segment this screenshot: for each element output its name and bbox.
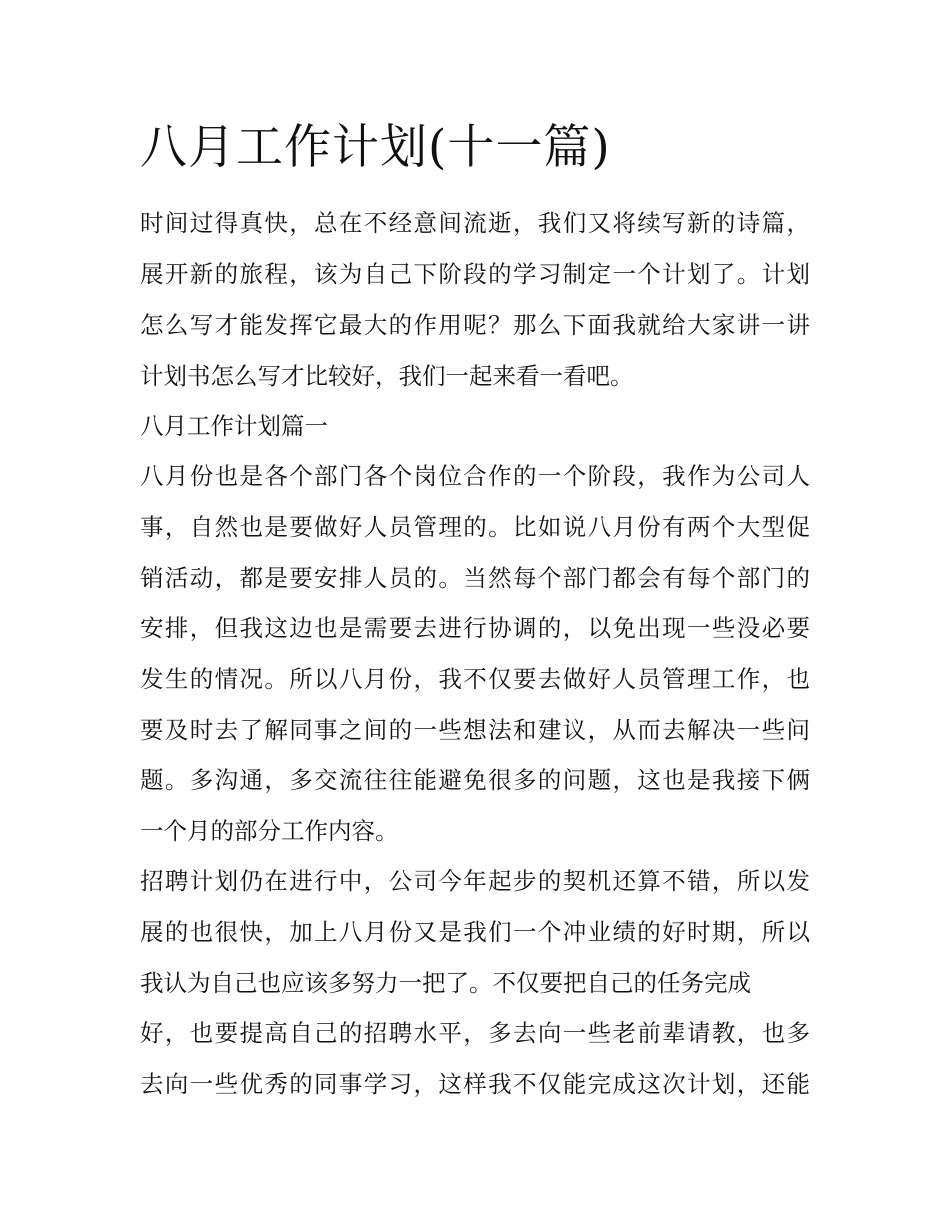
paragraph-2-line-5: 去向一些优秀的同事学习，这样我不仅能完成这次计划，还能 <box>140 1070 810 1098</box>
document-title: 八月工作计划(十一篇) <box>140 120 611 175</box>
paragraph-2-line-1: 招聘计划仍在进行中，公司今年起步的契机还算不错，所以发 <box>140 867 810 895</box>
paragraph-1-line-8: 一个月的部分工作内容。 <box>140 817 399 845</box>
paragraph-2-line-4: 好，也要提高自己的招聘水平，多去向一些老前辈请教，也多 <box>140 1019 810 1047</box>
paragraph-1-line-7: 题。多沟通，多交流往往能避免很多的问题，这也是我接下俩 <box>140 766 810 794</box>
intro-line-1: 时间过得真快，总在不经意间流逝，我们又将续写新的诗篇， <box>140 209 810 237</box>
paragraph-1-line-5: 发生的情况。所以八月份，我不仅要去做好人员管理工作，也 <box>140 665 810 693</box>
intro-line-4: 计划书怎么写才比较好，我们一起来看一看吧。 <box>140 362 634 390</box>
paragraph-1-line-2: 事，自然也是要做好人员管理的。比如说八月份有两个大型促 <box>140 513 810 541</box>
paragraph-1-line-3: 销活动，都是要安排人员的。当然每个部门都会有每个部门的 <box>140 564 810 592</box>
intro-line-3: 怎么写才能发挥它最大的作用呢？那么下面我就给大家讲一讲 <box>140 311 810 339</box>
paragraph-1-line-4: 安排，但我这边也是需要去进行协调的，以免出现一些没必要 <box>140 614 810 642</box>
paragraph-2-line-3: 我认为自己也应该多努力一把了。不仅要把自己的任务完成 <box>140 969 751 997</box>
paragraph-2-line-2: 展的也很快，加上八月份又是我们一个冲业绩的好时期，所以 <box>140 918 810 946</box>
section-heading: 八月工作计划篇一 <box>140 412 328 440</box>
paragraph-1-line-6: 要及时去了解同事之间的一些想法和建议，从而去解决一些问 <box>140 716 810 744</box>
intro-line-2: 展开新的旅程，该为自己下阶段的学习制定一个计划了。计划 <box>140 260 810 288</box>
paragraph-1-line-1: 八月份也是各个部门各个岗位合作的一个阶段，我作为公司人 <box>140 462 810 490</box>
